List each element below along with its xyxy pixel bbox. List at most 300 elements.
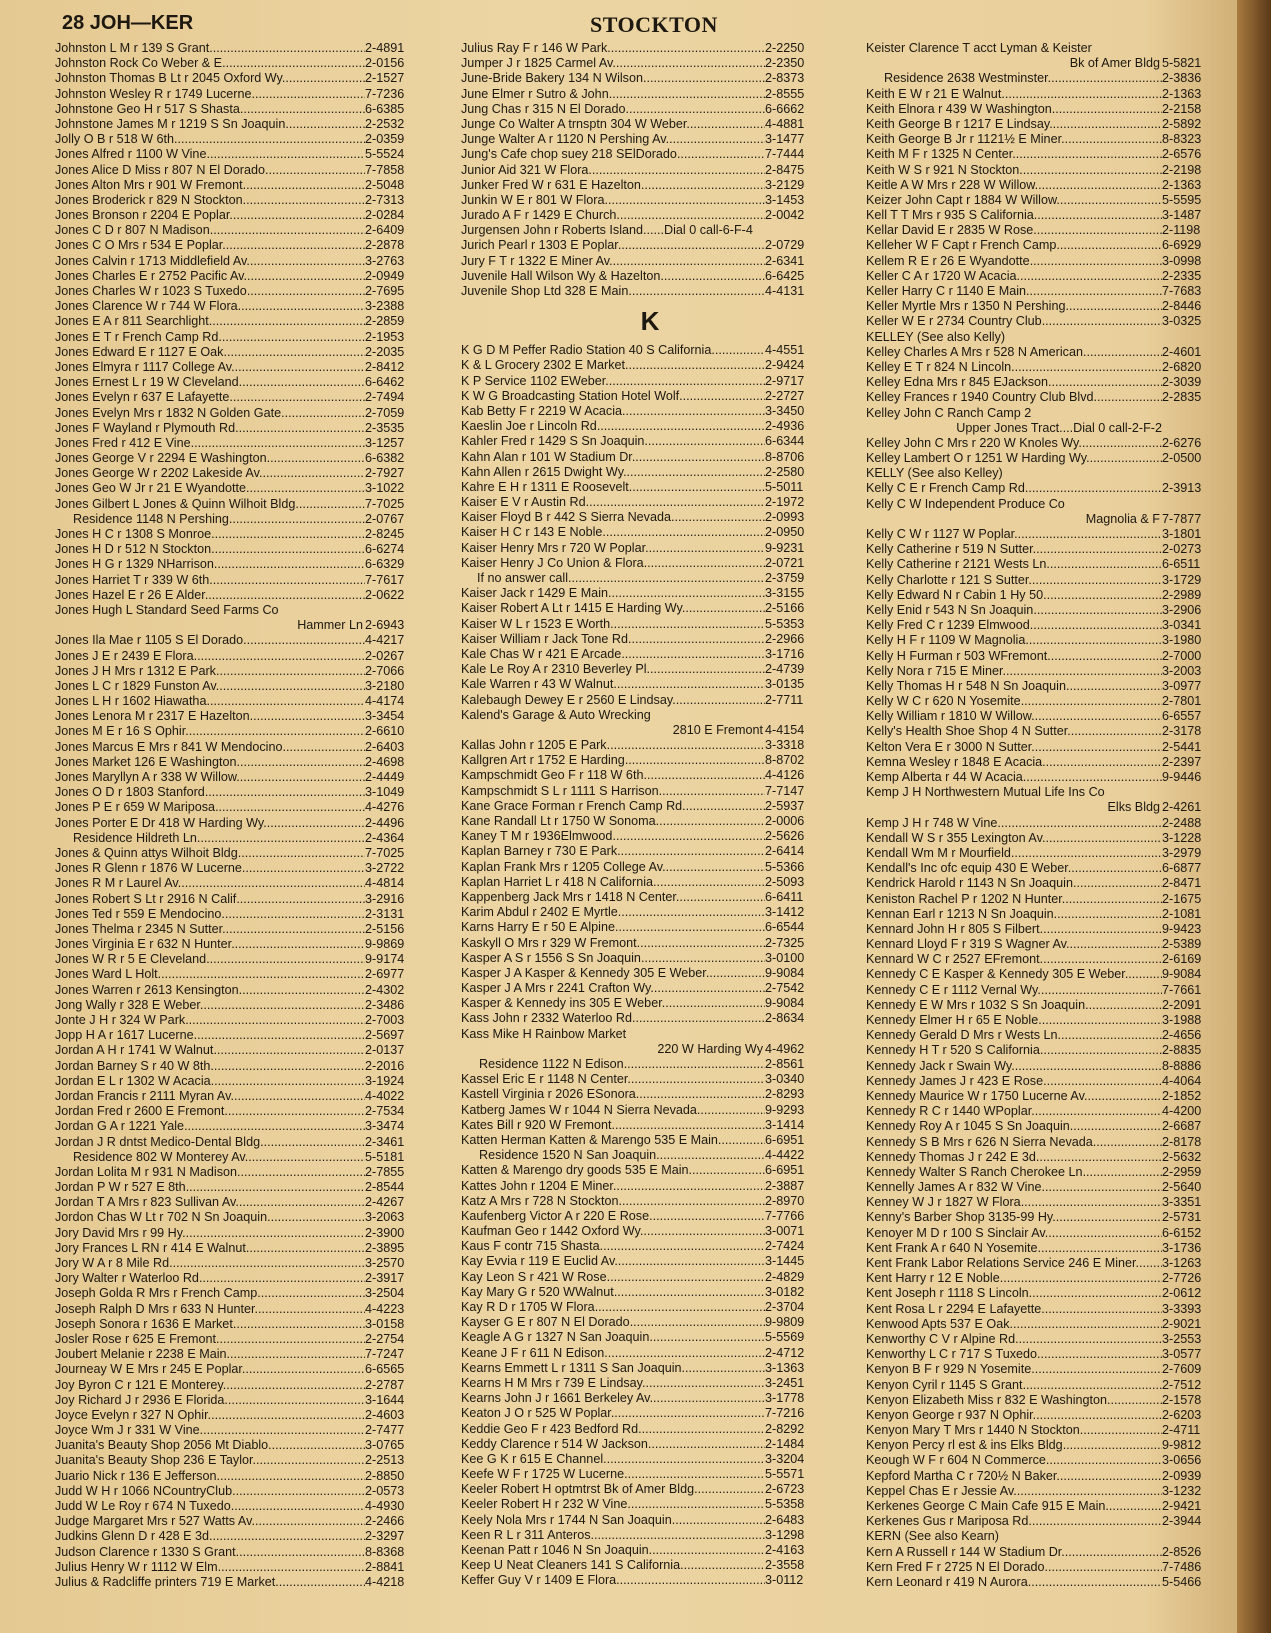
listing-phone: 3-1049 [365, 785, 405, 800]
listing-phone: 2-3461 [365, 1134, 405, 1149]
listing-name: Kern Leonard r 419 N Aurora ..... [866, 1575, 1162, 1590]
listing-name: Jones Gilbert L Jones & Quinn Wilhoit Bldg ..... [55, 497, 365, 512]
listing-phone: 2-1527 [365, 71, 405, 86]
listing-entry [55, 466, 439, 481]
listing-name: Julius & Radcliffe printers 719 E Market ..... [55, 1575, 365, 1590]
listing-phone: 2-4603 [365, 1407, 405, 1422]
listing-name: KELLEY (See also Kelly) [866, 329, 1006, 344]
listing-name: Kellar David E r 2835 W Rose ..... [866, 223, 1162, 238]
listing-phone: 3-1298 [765, 1527, 805, 1542]
listing-name: Kaiser E V r Austin Rd ..... [461, 495, 765, 510]
listing-entry [55, 664, 439, 679]
listing-phone: 2-4364 [365, 830, 405, 845]
listing-name: Kelton Vera E r 3000 N Sutter ..... [866, 740, 1162, 755]
listing-entry [55, 1226, 439, 1241]
listing-entry [866, 1286, 1236, 1301]
listing-entry [866, 360, 1236, 375]
listing-phone: 2-1081 [1162, 906, 1202, 921]
listing-name: Kane Randall Lt r 1750 W Sonoma ..... [461, 814, 765, 829]
listing-phone: 2-2787 [365, 1377, 405, 1392]
listing-entry [55, 983, 439, 998]
listing-name: Kepford Martha C r 720½ N Baker ..... [866, 1469, 1162, 1484]
listing-entry [461, 71, 839, 86]
listing-phone: 2-0729 [765, 238, 805, 253]
listing-name: Jones Geo W Jr r 21 E Wyandotte ..... [55, 481, 365, 496]
listing-name: Jones & Quinn attys Wilhoit Bldg ..... [55, 846, 365, 861]
listing-entry [866, 102, 1236, 117]
listing-entry [866, 1226, 1236, 1241]
listing-entry [461, 541, 839, 556]
listing-entry [866, 41, 1236, 56]
listing-name: Jury F T r 1322 E Miner Av ..... [461, 254, 765, 269]
listing-phone: 3-0071 [765, 1224, 805, 1239]
listing-phone: 2-7726 [1162, 1271, 1202, 1286]
listing-entry [55, 102, 439, 117]
listing-phone: 2-8835 [1162, 1043, 1202, 1058]
listing-phone: 2-3917 [365, 1271, 405, 1286]
listing-entry [866, 451, 1236, 466]
listing-phone: 2-1198 [1162, 223, 1201, 238]
listing-entry [866, 922, 1236, 937]
listing-entry [866, 694, 1236, 709]
listing-name: KELLY (See also Kelley) [866, 466, 1003, 481]
listing-name: Jordan G A r 1221 Yale ..... [55, 1119, 365, 1134]
listing-entry [461, 1239, 839, 1254]
listing-entry [461, 1543, 839, 1558]
listing-phone: 2-8634 [765, 1011, 805, 1026]
listing-phone: 3-1487 [1162, 208, 1202, 223]
listing-name: Jones Maryllyn A r 338 W Willow ..... [55, 770, 365, 785]
listing-entry [866, 1013, 1236, 1028]
listing-entry [461, 875, 839, 890]
listing-phone: 2-6943 [365, 618, 405, 633]
listing-phone: 2-5389 [1162, 937, 1202, 952]
listing-entry [461, 1057, 839, 1072]
listing-phone: 3-1729 [1162, 572, 1202, 587]
listing-phone: 2-0284 [365, 208, 405, 223]
listing-name: Junge Co Walter A trnsptn 304 W Weber ..... [461, 117, 765, 132]
listing-entry [55, 846, 439, 861]
listing-entry [461, 525, 839, 540]
listing-phone: 2-8293 [765, 1087, 805, 1102]
listing-entry [866, 497, 1236, 512]
listing-entry [866, 269, 1236, 284]
listing-phone: 3-0112 [765, 1573, 804, 1588]
listing-entry [866, 1484, 1236, 1499]
listing-entry [461, 753, 839, 768]
listing-entry [866, 573, 1236, 588]
listing-phone: 7-7617 [365, 572, 405, 587]
listing-phone: 8-8323 [1162, 132, 1202, 147]
listing-name: Keller W E r 2734 Country Club ..... [866, 314, 1162, 329]
listing-entry [866, 1362, 1236, 1377]
listing-phone: 2-0573 [365, 1483, 405, 1498]
listing-entry [866, 1575, 1236, 1590]
listing-entry [866, 937, 1236, 952]
listing-entry [461, 905, 839, 920]
listing-name: Junge Walter A r 1120 N Pershing Av ..... [461, 132, 765, 147]
listing-name: Jordan Lolita M r 931 N Madison ..... [55, 1165, 365, 1180]
listing-entry [866, 71, 1236, 86]
listing-phone: 3-1412 [765, 905, 805, 920]
listing-phone: 2-6341 [765, 253, 805, 268]
listing-name: Journeay W E Mrs r 245 E Poplar ..... [55, 1362, 365, 1377]
listing-entry [461, 647, 839, 662]
listing-entry [461, 860, 839, 875]
listing-phone: 5-5366 [765, 859, 805, 874]
listing-phone: 3-3450 [765, 403, 805, 418]
listing-entry [461, 1513, 839, 1528]
listing-name: Karns Harry E r 50 E Alpine ..... [461, 920, 765, 935]
listing-phone: 3-1778 [765, 1391, 805, 1406]
listing-name: Keith George B r 1217 E Lindsay ..... [866, 117, 1162, 132]
listing-entry [866, 208, 1236, 223]
listing-entry [866, 1180, 1236, 1195]
listing-phone: 2-7325 [765, 935, 805, 950]
listing-phone: 3-3474 [365, 1119, 405, 1134]
listing-phone: 6-6511 [1162, 557, 1201, 572]
listing-entry [866, 1241, 1236, 1256]
listing-name: Kent Harry r 12 E Noble ..... [866, 1271, 1162, 1286]
listing-entry [866, 466, 1236, 481]
listing-name: Kenyon Percy rl est & ins Elks Bldg ..... [866, 1438, 1162, 1453]
listing-entry [55, 724, 439, 739]
listing-phone: 2-8970 [765, 1193, 805, 1208]
listing-phone: 2-0612 [1162, 1286, 1202, 1301]
listing-name: Keen R L r 311 Anteros ..... [461, 1528, 765, 1543]
listing-name: Jones Marcus E Mrs r 841 W Mendocino ..... [55, 740, 365, 755]
listing-phone: 2-0939 [1162, 1468, 1202, 1483]
listing-entry [55, 1165, 439, 1180]
listing-phone: 6-6152 [1162, 1225, 1202, 1240]
listing-name: Keith M F r 1325 N Center ..... [866, 147, 1162, 162]
listing-phone: 3-0158 [365, 1316, 405, 1331]
listing-phone: 7-7877 [1162, 511, 1202, 526]
listing-name: Judson Clarence r 1330 S Grant ..... [55, 1545, 365, 1560]
listing-entry [866, 679, 1236, 694]
listing-phone: 2-0267 [365, 648, 405, 663]
listing-name: Jones Evelyn Mrs r 1832 N Golden Gate ..... [55, 406, 365, 421]
listing-phone: 7-7247 [365, 1347, 405, 1362]
listing-name: Upper Jones Tract....Dial 0 call-2-F-2 [956, 420, 1162, 435]
listing-entry [866, 709, 1236, 724]
listing-phone: 2-5626 [765, 829, 805, 844]
listing-phone: 2-7542 [765, 981, 805, 996]
listing-phone: 2-1675 [1162, 891, 1202, 906]
listing-phone: 9-9293 [765, 1102, 805, 1117]
listing-name: Kasper J A Mrs r 2241 Crafton Wy ..... [461, 981, 765, 996]
listing-entry [461, 768, 839, 783]
listing-entry [55, 1469, 439, 1484]
listing-phone: 9-9174 [365, 952, 405, 967]
listing-entry [461, 586, 839, 601]
listing-name: Jones Charles W r 1023 S Tuxedo ..... [55, 284, 365, 299]
listing-name: Johnstone Geo H r 517 S Shasta ..... [55, 102, 365, 117]
listing-name: Residence 2638 Westminster ..... [866, 71, 1162, 86]
listing-phone: 2-2727 [765, 388, 805, 403]
listing-entry [866, 147, 1236, 162]
listing-phone: 3-1477 [765, 132, 805, 147]
listing-name: Judd W H r 1066 NCountryClub ..... [55, 1484, 365, 1499]
listing-name: Kaplan Barney r 730 E Park ..... [461, 844, 765, 859]
listing-entry [461, 1194, 839, 1209]
listing-entry [461, 178, 839, 193]
listing-entry [866, 907, 1236, 922]
listing-entry [866, 390, 1236, 405]
listing-name: Jones R Glenn r 1876 W Lucerne ..... [55, 861, 365, 876]
listing-phone: 2-7855 [365, 1164, 405, 1179]
listing-phone: 8-8702 [765, 753, 805, 768]
listing-phone: 2-2859 [365, 314, 405, 329]
listing-phone: 3-0182 [765, 1284, 805, 1299]
listing-name: Kay Evvia r 119 E Euclid Av ..... [461, 1254, 765, 1269]
listing-phone: 2-5166 [765, 601, 805, 616]
listing-phone: 5-5569 [765, 1330, 805, 1345]
listing-phone: 2-8292 [765, 1421, 805, 1436]
listing-phone: 4-4881 [765, 116, 805, 131]
listing-phone: 2-1953 [365, 329, 405, 344]
listing-name: Kenyon George r 937 N Ophir ..... [866, 1408, 1162, 1423]
listing-phone: 2-2532 [365, 116, 405, 131]
listing-name: Joseph Sonora r 1636 E Market ..... [55, 1317, 365, 1332]
listing-entry [866, 299, 1236, 314]
listing-name: Kale Warren r 43 W Walnut ..... [461, 677, 765, 692]
listing-name: Kearns Emmett L r 1311 S San Joaquin ..... [461, 1361, 765, 1376]
listing-phone: 3-1414 [765, 1117, 805, 1132]
listing-entry [55, 1393, 439, 1408]
listing-entry [55, 1545, 439, 1560]
listing-entry [55, 1119, 439, 1134]
listing-entry [55, 284, 439, 299]
listing-phone: 7-7216 [765, 1406, 805, 1421]
listing-entry [461, 1300, 839, 1315]
listing-name: Kay Mary G r 520 WWalnut ..... [461, 1285, 765, 1300]
listing-name: Keenan Patt r 1046 N Sn Joaquin ..... [461, 1543, 765, 1558]
listing-name: Johnston Thomas B Lt r 2045 Oxford Wy ..... [55, 71, 365, 86]
listing-entry [461, 829, 839, 844]
listing-phone: 2-2397 [1162, 754, 1202, 769]
listing-phone: 2-0156 [365, 56, 405, 71]
listing-phone: 2-0721 [765, 555, 805, 570]
listing-entry [461, 1422, 839, 1437]
listing-entry [866, 375, 1236, 390]
listing-phone: 3-2763 [365, 253, 405, 268]
listing-phone: 2-2513 [365, 1453, 405, 1468]
listing-phone: 2-6403 [365, 739, 405, 754]
listing-name: Kelly's Health Shoe Shop 4 N Sutter ..... [866, 724, 1162, 739]
listing-phone: 2-6576 [1162, 147, 1202, 162]
listing-entry [55, 1575, 439, 1590]
listing-name: Jordan E L r 1302 W Acacia ..... [55, 1074, 365, 1089]
listing-entry [461, 556, 839, 571]
listing-phone: 2-3704 [765, 1300, 805, 1314]
listing-phone: 5-5524 [365, 147, 405, 162]
listing-name: Kenney W J r 1827 W Flora ..... [866, 1195, 1162, 1210]
listing-phone: 2-3558 [765, 1558, 805, 1573]
listing-entry [461, 254, 839, 269]
listing-entry [461, 693, 839, 708]
listing-name: Jordan J R dntst Medico-Dental Bldg ..... [55, 1135, 365, 1150]
listing-entry [55, 1180, 439, 1195]
listing-name: Keith Elnora r 439 W Washington ..... [866, 102, 1162, 117]
listing-name: Junkin W E r 801 W Flora ..... [461, 193, 765, 208]
listing-phone: 3-0656 [1162, 1453, 1202, 1468]
listing-entry [55, 1013, 439, 1028]
listing-phone: 2-4267 [365, 1195, 405, 1210]
listing-entry [461, 223, 839, 238]
listing-name: Jordan T A Mrs r 823 Sullivan Av ..... [55, 1195, 365, 1210]
listing-entry [461, 419, 839, 434]
listing-phone: 2-5892 [1162, 116, 1202, 131]
listing-name: Katz A Mrs r 728 N Stockton ..... [461, 1194, 765, 1209]
listing-entry [866, 740, 1236, 755]
listing-entry [866, 193, 1236, 208]
listing-entry [55, 694, 439, 709]
listing-phone: 4-4174 [365, 694, 405, 709]
listing-name: Kelly H F r 1109 W Magnolia ..... [866, 633, 1162, 648]
listing-entry [55, 1028, 439, 1043]
listing-name: Kent Rosa L r 2294 E Lafayette ..... [866, 1302, 1162, 1317]
listing-phone: 6-6344 [765, 434, 805, 449]
listing-name: Kennedy Walter S Ranch Cherokee Ln ..... [866, 1165, 1162, 1180]
listing-entry [866, 87, 1236, 102]
listing-name: Kallas John r 1205 E Park ..... [461, 738, 765, 753]
listing-name: Kelley John C Mrs r 220 W Knoles Wy ..... [866, 436, 1162, 451]
listing-name: Jones Alton Mrs r 901 W Fremont ..... [55, 178, 365, 193]
listing-entry [866, 117, 1236, 132]
listing-entry [55, 1210, 439, 1225]
listing-name: June-Bride Bakery 134 N Wilson ..... [461, 71, 765, 86]
listing-name: Jones Virginia E r 632 N Hunter ..... [55, 937, 365, 952]
listing-entry [55, 573, 439, 588]
listing-phone: 2-2754 [365, 1331, 405, 1346]
listing-entry [461, 1087, 839, 1102]
listing-name: Kee G K r 615 E Channel ..... [461, 1452, 765, 1467]
listing-phone: 2-9021 [1162, 1316, 1202, 1331]
listing-name: Kennan Earl r 1213 N Sn Joaquin ..... [866, 907, 1162, 922]
listing-name: Jones Elmyra r 1117 College Av ..... [55, 360, 365, 375]
listing-entry [461, 1467, 839, 1482]
listing-entry [55, 269, 439, 284]
listing-name: Kenyon Elizabeth Miss r 832 E Washington ..... [866, 1393, 1162, 1408]
listing-name: Jones Hugh L Standard Seed Farms Co [55, 602, 279, 617]
listing-phone: 2-9421 [1162, 1499, 1202, 1513]
listing-entry [461, 1497, 839, 1512]
listing-phone: 2-7512 [1162, 1377, 1202, 1392]
listing-phone: 2-7494 [365, 390, 405, 405]
listing-entry [461, 1437, 839, 1452]
listing-entry [461, 434, 839, 449]
listing-entry [461, 571, 839, 586]
listing-name: Kahn Allen r 2615 Dwight Wy ..... [461, 465, 765, 480]
listing-entry [55, 1286, 439, 1301]
listing-entry [866, 56, 1236, 71]
listing-name: Keitle A W Mrs r 228 W Willow ..... [866, 178, 1162, 193]
listing-name: Kaus F contr 715 Shasta ..... [461, 1239, 765, 1254]
listing-name: Kale Chas W r 421 E Arcade ..... [461, 647, 765, 662]
listing-entry [866, 846, 1236, 861]
listing-entry [866, 952, 1236, 967]
listing-entry [55, 1423, 439, 1438]
listing-phone: 2-6483 [765, 1512, 805, 1527]
listing-phone: 2-7066 [365, 663, 405, 678]
listing-name: Kappenberg Jack Mrs r 1418 N Center ..... [461, 890, 765, 905]
listing-name: Kennedy C E r 1112 Vernal Wy ..... [866, 983, 1162, 998]
listing-name: Jones Broderick r 829 N Stockton ..... [55, 193, 365, 208]
listing-phone: 7-7147 [765, 783, 805, 798]
listing-entry [461, 1482, 839, 1497]
listing-entry [866, 436, 1236, 451]
listing-phone: 3-2180 [365, 678, 405, 693]
listing-phone: 2-4163 [765, 1543, 805, 1557]
listing-entry [866, 178, 1236, 193]
listing-phone: 3-0998 [1162, 253, 1202, 268]
listing-entry [866, 1423, 1236, 1438]
listing-phone: 2-7424 [765, 1239, 805, 1254]
listing-name: Kenyon Mary T Mrs r 1440 N Stockton ..... [866, 1423, 1162, 1438]
listing-entry [461, 1558, 839, 1573]
listing-entry [461, 208, 839, 223]
listing-name: Kellem R E r 26 E Wyandotte ..... [866, 254, 1162, 269]
listing-name: Johnston Wesley R r 1749 Lucerne ..... [55, 87, 365, 102]
listing-phone: 3-2063 [365, 1210, 405, 1225]
listing-phone: 2-8446 [1162, 299, 1202, 314]
listing-entry [55, 254, 439, 269]
listing-name: Residence 1122 N Edison ..... [461, 1057, 765, 1072]
listing-name: Kerkenes Gus r Mariposa Rd ..... [866, 1514, 1162, 1529]
listing-name: Jones Robert S Lt r 2916 N Calif ..... [55, 892, 365, 907]
listing-phone: 5-5595 [1162, 192, 1202, 207]
listing-phone: 6-6329 [365, 557, 405, 572]
listing-phone: 9-9446 [1162, 770, 1202, 784]
listing-phone: 2-1852 [1162, 1088, 1202, 1103]
listing-phone: 2-7534 [365, 1104, 405, 1119]
listing-name: Kennard John H r 805 S Filbert ..... [866, 922, 1162, 937]
listing-phone: 5-5181 [365, 1149, 405, 1164]
listing-name: Jones C D r 807 N Madison ..... [55, 223, 365, 238]
listing-phone: 2-5093 [765, 874, 805, 889]
listing-name: Juanita's Beauty Shop 2056 Mt Diablo ..... [55, 1438, 365, 1453]
listing-entry [461, 284, 839, 299]
listing-name: Jones Ila Mae r 1105 S El Dorado ..... [55, 633, 365, 648]
listing-entry [55, 1408, 439, 1423]
listing-entry [866, 785, 1236, 800]
listing-entry [461, 784, 839, 799]
listing-phone: 2-8373 [765, 71, 805, 86]
listing-entry [866, 831, 1236, 846]
listing-entry [866, 664, 1236, 679]
listing-phone: 2-3131 [365, 906, 405, 921]
listing-entry [866, 1074, 1236, 1089]
listing-name: Jones M E r 16 S Ophir ..... [55, 724, 365, 739]
listing-entry [461, 1361, 839, 1376]
listing-name: Jones J E r 2439 E Flora ..... [55, 649, 365, 664]
listing-name: Kenoyer M D r 100 S Sinclair Av ..... [866, 1226, 1162, 1241]
listing-entry [55, 223, 439, 238]
listing-name: Kendrick Harold r 1143 N Sn Joaquin ..... [866, 876, 1162, 891]
listing-name: Kahn Alan r 101 W Stadium Dr ..... [461, 450, 765, 465]
listing-phone: 3-1022 [365, 481, 405, 496]
listing-entry [55, 1195, 439, 1210]
listing-phone: 2-1363 [1162, 177, 1202, 192]
listing-phone: 5-5011 [765, 479, 804, 494]
listing-phone: 3-1263 [1162, 1256, 1202, 1270]
listing-entry [866, 1150, 1236, 1165]
listing-name: Residence Hildreth Ln ..... [55, 831, 365, 846]
listing-phone: 7-7444 [765, 147, 805, 162]
listing-phone: 9-9812 [1162, 1438, 1202, 1453]
listing-entry [461, 404, 839, 419]
